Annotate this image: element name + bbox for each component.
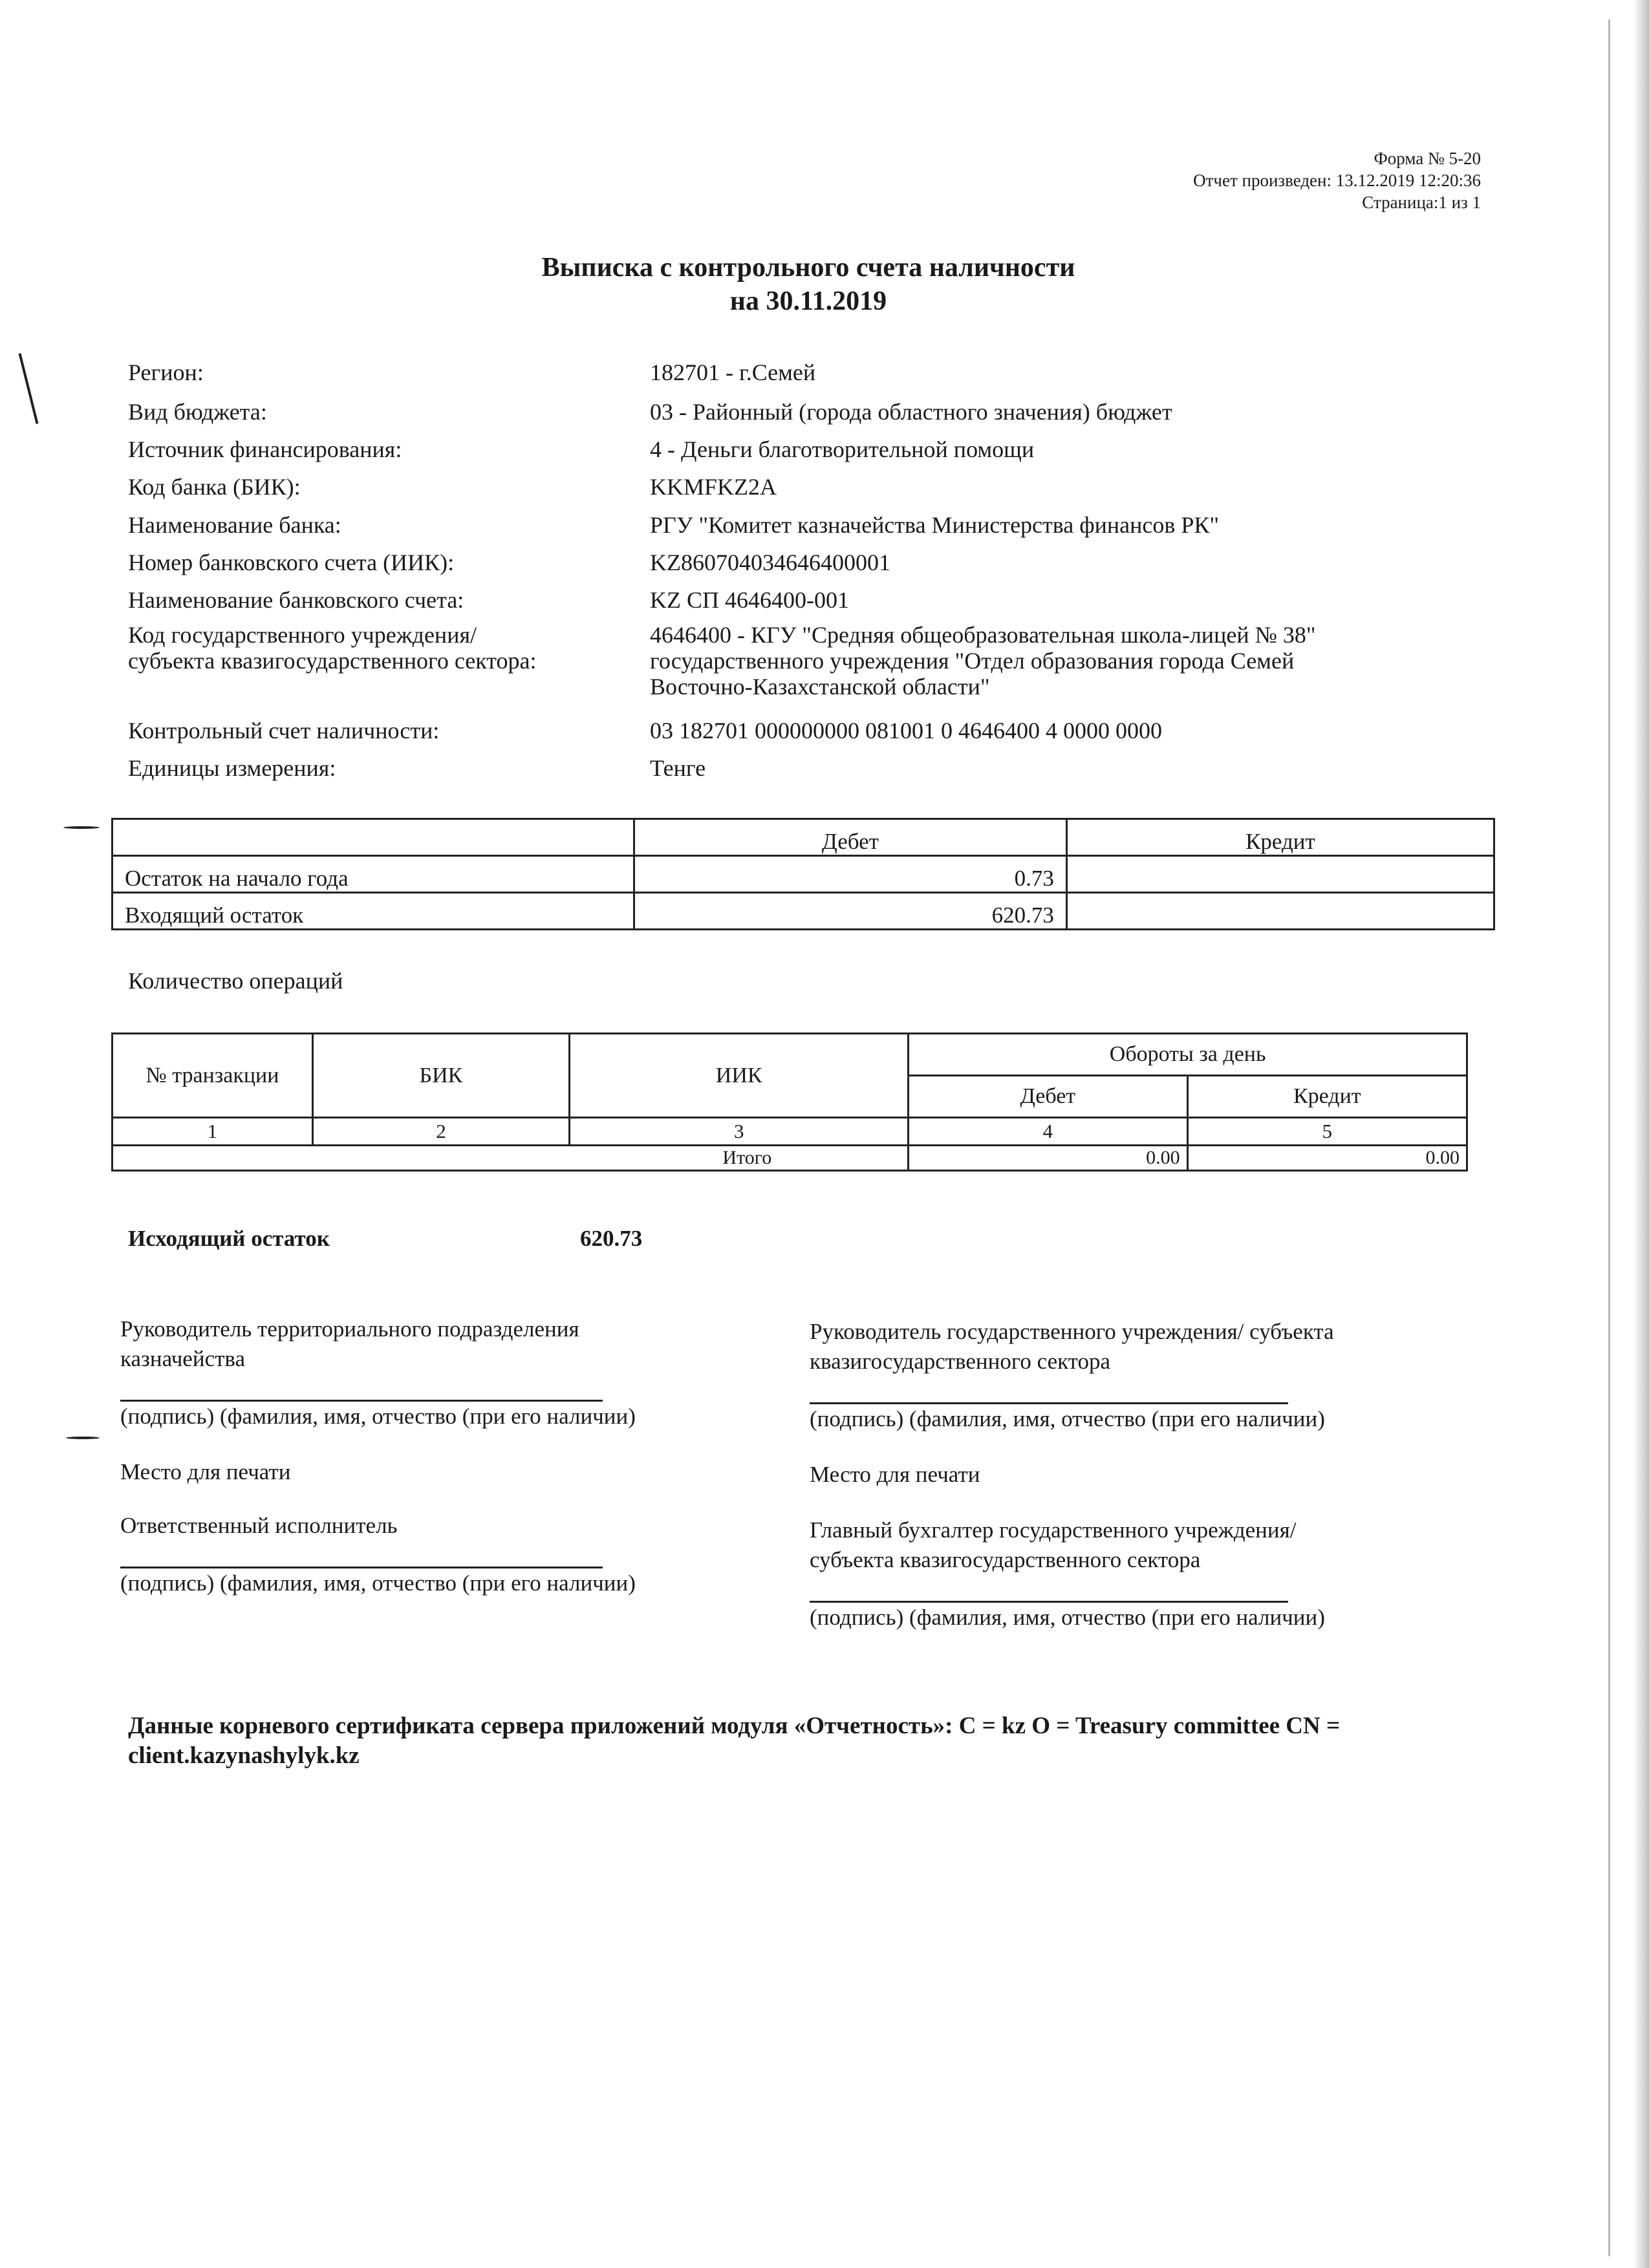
punch-mark — [66, 1437, 100, 1439]
title-line-1: Выписка с контрольного счета наличности — [541, 253, 1075, 283]
table-row — [113, 1146, 1467, 1171]
total-credit: 0.00 — [1187, 1146, 1467, 1171]
info-label: Контрольный счет наличности: — [128, 718, 440, 744]
info-value: KZ860704034646400001 — [650, 550, 890, 575]
signature-line — [120, 1374, 603, 1402]
signature-hint: (подпись) (фамилия, имя, отчество (при его наличии) — [120, 1570, 636, 1596]
credit-value — [1066, 856, 1494, 893]
info-label: Номер банковского счета (ИИК): — [128, 550, 455, 575]
info-label: Источник финансирования: — [128, 436, 402, 462]
column-header-iik: ИИК — [570, 1034, 909, 1118]
info-value: KKMFKZ2A — [650, 474, 777, 500]
operations-count-label: Количество операций — [128, 968, 343, 994]
column-number: 4 — [909, 1118, 1187, 1146]
scan-edge-shadow — [1633, 0, 1649, 2268]
signature-hint: (подпись) (фамилия, имя, отчество (при его наличии) — [810, 1605, 1325, 1630]
signer-title: Руководитель государственного учреждения/ субъекта — [810, 1319, 1334, 1344]
total-label: Итого — [113, 1146, 909, 1171]
scan-edge-line — [1608, 19, 1610, 2256]
table-row — [113, 856, 1494, 893]
signer-title: Ответственный исполнитель — [120, 1513, 398, 1538]
table-row — [113, 1034, 1467, 1076]
info-label: субъекта квазигосударственного сектора: — [128, 648, 537, 674]
report-meta — [1193, 147, 1481, 213]
info-label: Наименование банка: — [128, 512, 341, 538]
closing-balance-value: 620.73 — [580, 1226, 643, 1251]
root-certificate-note: Данные корневого сертификата сервера приложений модуля «Отчетность»: C = kz O = Treasury committee CN = client.kazynashylyk.kz — [128, 1713, 1341, 1769]
signer-title: Руководитель территориального подразделения — [120, 1316, 579, 1342]
column-number: 3 — [570, 1118, 909, 1146]
stamp-place-left: Место для печати — [120, 1459, 291, 1484]
info-label: Вид бюджета: — [128, 399, 267, 425]
info-value: Тенге — [650, 755, 706, 781]
debit-value: 0.73 — [634, 856, 1066, 893]
table-cell — [113, 819, 634, 856]
info-value: 4646400 - КГУ "Средняя общеобразовательная школа-лицей № 38" — [650, 622, 1316, 648]
form-number: Форма № 5-20 — [1374, 149, 1481, 168]
table-row — [113, 819, 1494, 856]
info-value: 182701 - г.Семей — [650, 359, 816, 385]
report-generated: Отчет произведен: 13.12.2019 12:20:36 — [1193, 171, 1481, 190]
row-label: Входящий остаток — [113, 893, 634, 930]
stamp-place-right: Место для печати — [810, 1462, 980, 1487]
info-value: 03 - Районный (города областного значения) бюджет — [650, 399, 1172, 425]
column-header-txn: № транзакции — [113, 1034, 313, 1118]
operations-table — [111, 1032, 1468, 1171]
signature-line — [120, 1541, 603, 1568]
row-label: Остаток на начало года — [113, 856, 634, 893]
title-line-2: на 30.11.2019 — [729, 286, 887, 316]
signer-title: субъекта квазигосударственного сектора — [810, 1547, 1201, 1572]
page-indicator: Страница:1 из 1 — [1362, 193, 1481, 212]
info-label: Код банка (БИК): — [128, 474, 301, 500]
debit-value: 620.73 — [634, 893, 1066, 930]
signature-hint: (подпись) (фамилия, имя, отчество (при его наличии) — [120, 1404, 636, 1429]
column-header-credit: Кредит — [1066, 819, 1494, 856]
signer-title: Главный бухгалтер государственного учреждения/ — [810, 1517, 1297, 1543]
signer-title: казначейства — [120, 1346, 245, 1371]
signature-block-treasury — [120, 1314, 767, 1431]
signature-block-executor — [120, 1511, 767, 1598]
column-header-bik: БИК — [312, 1034, 569, 1118]
pen-mark — [19, 353, 39, 424]
signature-hint: (подпись) (фамилия, имя, отчество (при его наличии) — [810, 1406, 1325, 1431]
signature-line — [810, 1376, 1288, 1404]
info-value: 03 182701 000000000 081001 0 4646400 4 0000 0000 — [650, 718, 1162, 744]
table-row — [113, 893, 1494, 930]
column-header-turnover: Обороты за день — [909, 1034, 1467, 1076]
signature-block-institution-head — [810, 1317, 1495, 1434]
closing-balance-label: Исходящий остаток — [128, 1226, 330, 1251]
punch-mark — [63, 826, 100, 829]
table-row — [113, 1118, 1467, 1146]
info-label: Код государственного учреждения/ — [128, 622, 477, 648]
column-header-debit: Дебет — [909, 1076, 1187, 1118]
column-number: 1 — [113, 1118, 313, 1146]
info-value: государственного учреждения "Отдел образования города Семей — [650, 648, 1295, 674]
column-number: 5 — [1187, 1118, 1467, 1146]
info-value: 4 - Деньги благотворительной помощи — [650, 436, 1035, 462]
info-label: Регион: — [128, 359, 204, 385]
signer-title: квазигосударственного сектора — [810, 1349, 1111, 1374]
credit-value — [1066, 893, 1494, 930]
info-label: Наименование банковского счета: — [128, 587, 464, 613]
document-title — [0, 251, 1617, 318]
info-value: KZ СП 4646400-001 — [650, 587, 849, 613]
column-header-debit: Дебет — [634, 819, 1066, 856]
info-label: Единицы измерения: — [128, 755, 336, 781]
total-debit: 0.00 — [909, 1146, 1187, 1171]
signature-block-chief-accountant — [810, 1515, 1495, 1632]
column-number: 2 — [312, 1118, 569, 1146]
balance-table — [111, 818, 1495, 930]
info-value: РГУ "Комитет казначейства Министерства финансов РК" — [650, 512, 1220, 538]
column-header-credit: Кредит — [1187, 1076, 1467, 1118]
info-value: Восточно-Казахстанской области" — [650, 674, 990, 700]
signature-line — [810, 1575, 1288, 1603]
